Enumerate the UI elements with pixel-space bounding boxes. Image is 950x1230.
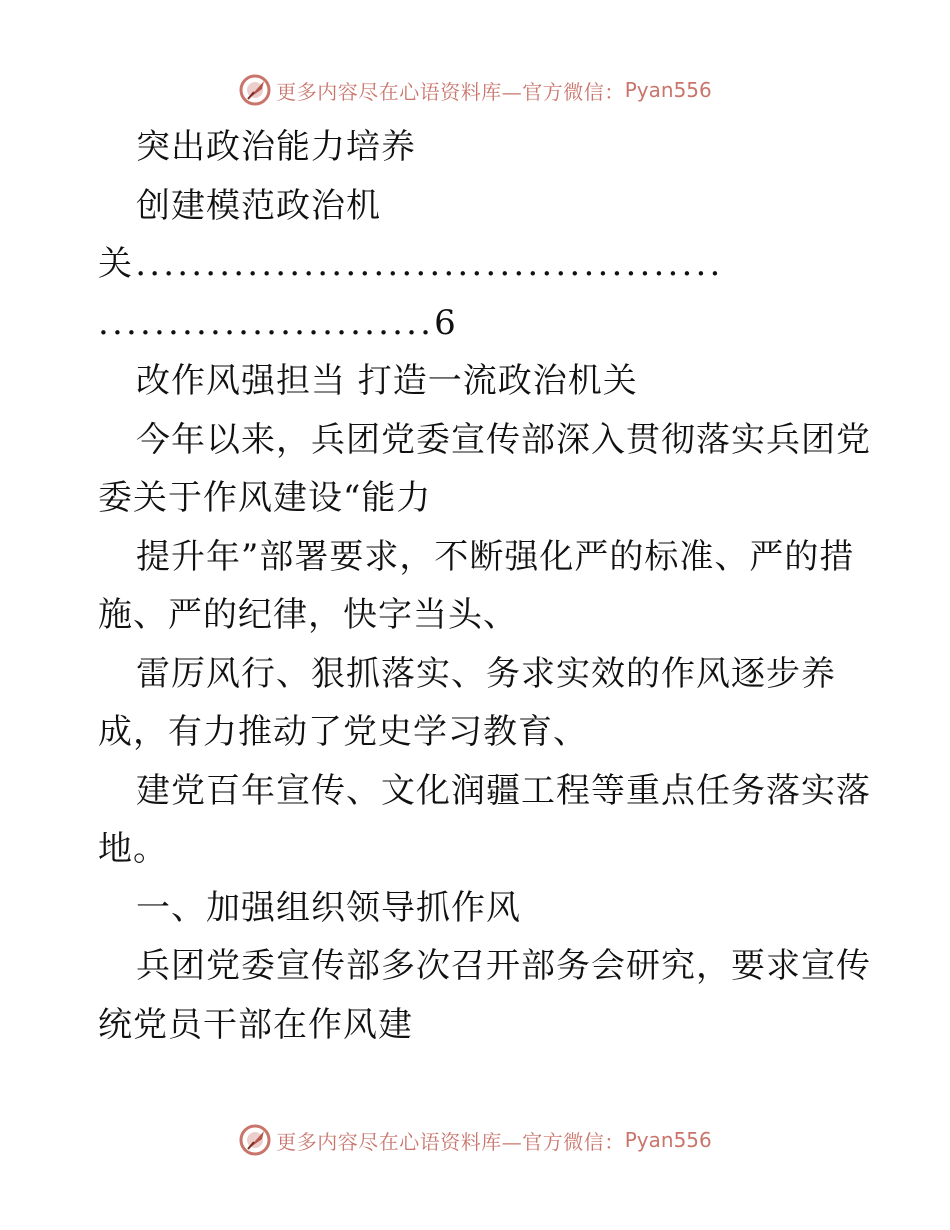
footer-wechat-id: Pyan556 <box>624 1128 712 1152</box>
toc-entry-title: 突出政治能力培养 <box>136 127 416 167</box>
toc-entry-subtitle: 创建模范政治机 <box>136 185 381 226</box>
paragraph-line: 兵团党委宣传部多次召开部务会研究，要求宣传 <box>136 946 871 986</box>
toc-entry-leader: 关.......................................... <box>98 244 724 284</box>
footer-banner-text: 更多内容尽在心语资料库—官方微信： <box>276 1129 625 1154</box>
quill-pen-logo-icon <box>238 73 272 107</box>
paragraph-line: 提升年”部署要求，不断强化严的标准、严的措 <box>136 536 855 577</box>
paragraph-line: 地。 <box>98 829 168 869</box>
header-wechat-id: Pyan556 <box>624 78 712 102</box>
header-banner <box>0 70 950 110</box>
footer-banner <box>0 1120 950 1160</box>
quill-pen-logo-icon <box>238 1123 272 1157</box>
toc-entry-page: ........................6 <box>98 302 460 343</box>
section-heading: 一、加强组织领导抓作风 <box>136 887 521 928</box>
paragraph-line: 雷厉风行、狠抓落实、务求实效的作风逐步养 <box>136 653 836 694</box>
paragraph-line: 建党百年宣传、文化润疆工程等重点任务落实落 <box>136 770 871 811</box>
paragraph-line: 委关于作风建设“能力 <box>98 478 432 518</box>
paragraph-line: 成，有力推动了党史学习教育、 <box>98 712 588 752</box>
document-body <box>98 118 871 1054</box>
paragraph-line: 统党员干部在作风建 <box>98 1004 413 1045</box>
article-title: 改作风强担当 打造一流政治机关 <box>136 361 638 401</box>
paragraph-line: 今年以来，兵团党委宣传部深入贯彻落实兵团党 <box>136 419 871 460</box>
header-banner-text: 更多内容尽在心语资料库—官方微信： <box>276 79 625 104</box>
paragraph-line: 施、严的纪律，快字当头、 <box>98 595 518 635</box>
